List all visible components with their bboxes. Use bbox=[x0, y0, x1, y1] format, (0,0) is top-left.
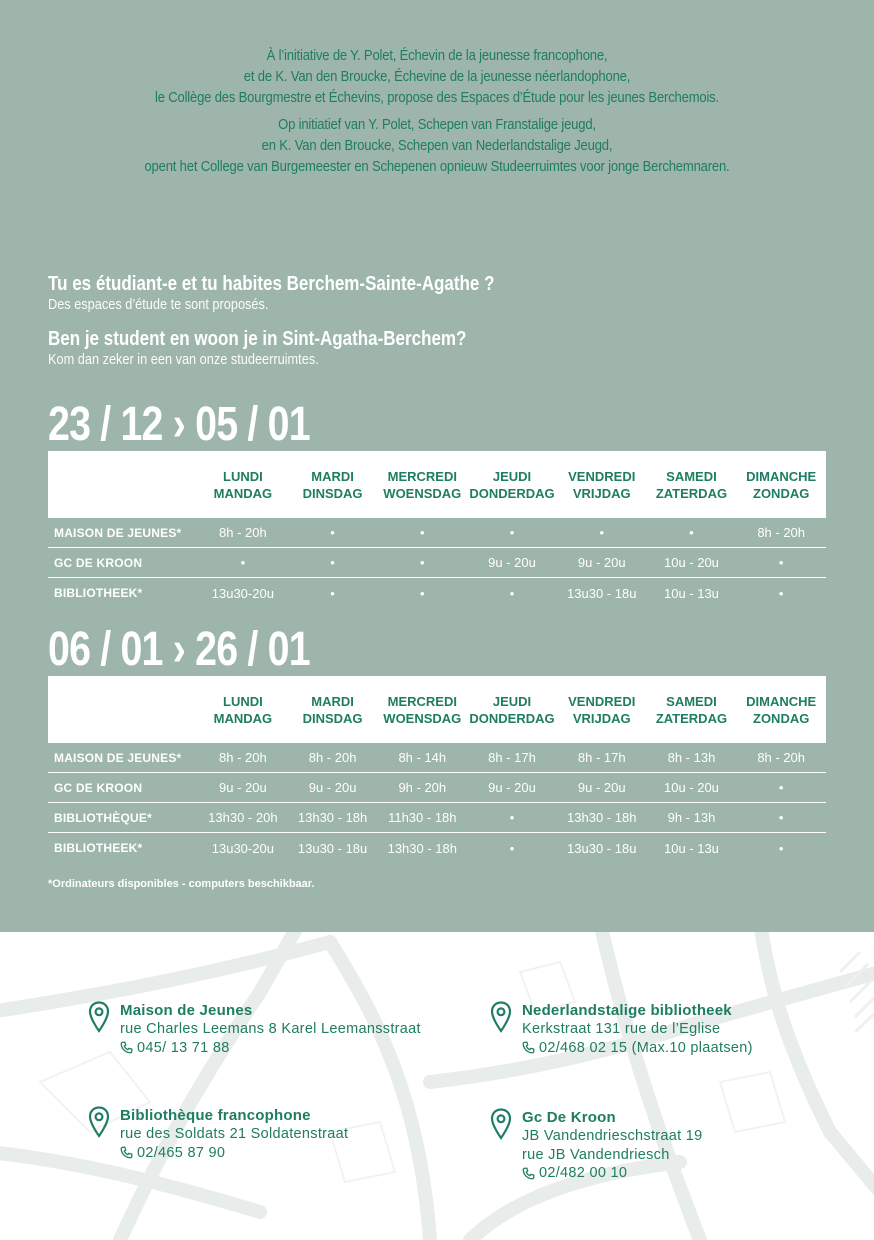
table-cell: 13h30 - 18h bbox=[387, 840, 457, 856]
table-cell: • bbox=[330, 555, 335, 570]
table-row bbox=[48, 578, 826, 608]
table-cell: 9u - 20u bbox=[488, 555, 536, 570]
day-header: MERCREDI WOENSDAG bbox=[383, 693, 462, 726]
phone-number: 045/ 13 71 88 bbox=[137, 1039, 230, 1056]
table-cell: • bbox=[509, 810, 515, 825]
contact-phone bbox=[120, 1144, 348, 1163]
table-cell: 8h - 20h bbox=[219, 525, 267, 540]
row-label: GC DE KROON bbox=[54, 780, 143, 795]
table-cell: • bbox=[509, 840, 515, 856]
intro-fr-line: le Collège des Bourgmestre et Échevins, propose des Espaces d’Étude pour les jeunes Berchemois. bbox=[155, 90, 719, 106]
table-cell: 8h - 20h bbox=[757, 525, 806, 540]
day-header: JEUDI DONDERDAG bbox=[469, 468, 555, 501]
phone-number: 02/465 87 90 bbox=[137, 1144, 226, 1161]
table-cell: 8h - 13h bbox=[667, 750, 716, 765]
contact-phone bbox=[522, 1164, 703, 1183]
map-pin-icon bbox=[88, 1106, 110, 1138]
contact-address: JB Vandendrieschstraat 19 bbox=[522, 1128, 703, 1144]
contact-name: Bibliothèque francophone bbox=[120, 1107, 311, 1124]
table-row bbox=[48, 743, 826, 773]
day-header: DIMANCHE ZONDAG bbox=[746, 693, 817, 726]
phone-icon bbox=[120, 1041, 133, 1054]
question-nl-title: Ben je student en woon je in Sint-Agatha-Berchem? bbox=[48, 328, 467, 350]
row-label: MAISON DE JEUNES* bbox=[54, 750, 182, 765]
table-cell: 9h - 20h bbox=[398, 780, 447, 795]
table-cell: 13h30 - 18h bbox=[297, 810, 368, 825]
row-label: BIBLIOTHÈQUE* bbox=[54, 810, 152, 825]
table-cell: 13h30 - 20h bbox=[208, 810, 278, 825]
table-cell: • bbox=[420, 555, 425, 570]
table-cell: 9u - 20u bbox=[219, 780, 267, 795]
table-cell: 8h - 17h bbox=[577, 750, 626, 765]
table-cell: • bbox=[240, 555, 246, 570]
street-map-background bbox=[0, 932, 874, 1240]
table-cell: 9u - 20u bbox=[308, 780, 357, 795]
table-cell: • bbox=[778, 585, 784, 601]
table-cell: • bbox=[689, 525, 694, 540]
table-cell: • bbox=[778, 555, 784, 570]
intro-fr-line: À l’initiative de Y. Polet, Échevin de la jeunesse francophone, bbox=[266, 48, 608, 64]
day-header: DIMANCHE ZONDAG bbox=[746, 468, 817, 501]
table-row bbox=[48, 548, 826, 578]
table-cell: • bbox=[420, 525, 425, 540]
intro-nl-line: en K. Van den Broucke, Schepen van Nederlandstalige Jeugd, bbox=[261, 138, 613, 154]
table-cell: • bbox=[509, 525, 515, 540]
table-cell: 13u30 - 18u bbox=[297, 840, 368, 856]
day-header: SAMEDI ZATERDAG bbox=[655, 693, 728, 726]
table-cell: 9h - 13h bbox=[667, 810, 716, 825]
table-cell: 10u - 20u bbox=[663, 780, 719, 795]
day-header: VENDREDI VRIJDAG bbox=[568, 693, 636, 726]
table-row bbox=[48, 518, 826, 548]
row-label: BIBLIOTHEEK* bbox=[54, 586, 143, 600]
day-header: VENDREDI VRIJDAG bbox=[568, 468, 636, 501]
footnote: *Ordinateurs disponibles - computers beschikbaar. bbox=[48, 878, 315, 890]
contact-address: rue Charles Leemans 8 Karel Leemansstraat bbox=[120, 1021, 421, 1037]
table-cell: 9u - 20u bbox=[577, 780, 626, 795]
table-cell: 9u - 20u bbox=[577, 555, 626, 570]
phone-number: 02/482 00 10 bbox=[539, 1165, 628, 1181]
table-cell: • bbox=[420, 585, 425, 601]
map-pin-icon bbox=[490, 1108, 512, 1140]
table-cell: • bbox=[778, 840, 784, 856]
intro-nl-line: opent het College van Burgemeester en Schepenen opnieuw Studeerruimtes voor jonge Berchemnaren. bbox=[144, 159, 730, 175]
table-cell: • bbox=[599, 525, 605, 540]
contact-phone bbox=[120, 1039, 421, 1058]
period-title: 06 / 01 › 26 / 01 bbox=[48, 623, 310, 676]
intro-text bbox=[44, 46, 831, 178]
row-label: MAISON DE JEUNES* bbox=[54, 525, 182, 540]
table-cell: • bbox=[509, 585, 515, 601]
row-label: BIBLIOTHEEK* bbox=[54, 841, 143, 855]
row-label: GC DE KROON bbox=[54, 555, 143, 570]
table-cell: 9u - 20u bbox=[488, 780, 536, 795]
table-cell: 10u - 13u bbox=[663, 840, 719, 856]
table-cell: 8h - 20h bbox=[757, 750, 806, 765]
day-header: MARDI DINSDAG bbox=[302, 693, 363, 726]
intro-nl-line: Op initiatief van Y. Polet, Schepen van Franstalige jeugd, bbox=[278, 117, 596, 133]
table-cell: 8h - 20h bbox=[219, 750, 267, 765]
contact-name: Gc De Kroon bbox=[522, 1109, 616, 1126]
day-header: LUNDI MANDAG bbox=[213, 468, 273, 501]
contact-address: rue des Soldats 21 Soldatenstraat bbox=[120, 1126, 349, 1142]
table-cell: 13u30 - 18u bbox=[567, 585, 637, 601]
day-header: SAMEDI ZATERDAG bbox=[655, 468, 728, 501]
table-cell: • bbox=[330, 525, 335, 540]
table-cell: 13u30-20u bbox=[211, 840, 274, 856]
table-cell: • bbox=[778, 810, 784, 825]
question-fr-title: Tu es étudiant-e et tu habites Berchem-Sainte-Agathe ? bbox=[48, 273, 495, 295]
table-header bbox=[48, 676, 826, 743]
question-nl-answer: Kom dan zeker in een van onze studeerruimtes. bbox=[48, 351, 319, 368]
map-pin-icon bbox=[88, 1001, 110, 1033]
day-header: MERCREDI WOENSDAG bbox=[383, 468, 462, 501]
table-cell: 10u - 20u bbox=[663, 555, 719, 570]
table-cell: 11h30 - 18h bbox=[388, 810, 457, 825]
table-cell: • bbox=[778, 780, 784, 795]
phone-icon bbox=[522, 1167, 535, 1180]
day-header: JEUDI DONDERDAG bbox=[469, 693, 555, 726]
question-fr-answer: Des espaces d’étude te sont proposés. bbox=[48, 296, 269, 313]
table-cell: 13u30-20u bbox=[211, 585, 274, 601]
table-cell: 8h - 14h bbox=[398, 750, 447, 765]
table-row bbox=[48, 773, 826, 803]
table-cell: 8h - 20h bbox=[308, 750, 357, 765]
map-pin-icon bbox=[490, 1001, 512, 1033]
schedule-table bbox=[48, 676, 826, 863]
phone-icon bbox=[522, 1041, 535, 1054]
phone-icon bbox=[120, 1146, 133, 1159]
contact-address: rue JB Vandendriesch bbox=[522, 1146, 670, 1163]
table-cell: • bbox=[330, 585, 335, 601]
table-row bbox=[48, 803, 826, 833]
table-cell: 13h30 - 18h bbox=[567, 810, 637, 825]
day-header: MARDI DINSDAG bbox=[302, 468, 363, 501]
table-header bbox=[48, 451, 826, 518]
question-nl bbox=[48, 327, 540, 369]
contact-name: Nederlandstalige bibliotheek bbox=[522, 1002, 732, 1019]
intro-fr-line: et de K. Van den Broucke, Échevine de la jeunesse néerlandophone, bbox=[243, 69, 631, 85]
contact-phone bbox=[522, 1039, 753, 1058]
table-cell: 8h - 17h bbox=[488, 750, 536, 765]
phone-number: 02/468 02 15 (Max.10 plaatsen) bbox=[539, 1039, 753, 1056]
contact-name: Maison de Jeunes bbox=[120, 1002, 253, 1019]
question-fr bbox=[48, 272, 573, 314]
day-header: LUNDI MANDAG bbox=[213, 693, 273, 726]
table-body bbox=[48, 518, 826, 608]
table-cell: 13u30 - 18u bbox=[567, 840, 637, 856]
table-body bbox=[48, 743, 826, 863]
contact-address: Kerkstraat 131 rue de l’Eglise bbox=[522, 1021, 721, 1037]
table-row bbox=[48, 833, 826, 863]
table-cell: 10u - 13u bbox=[663, 585, 719, 601]
period-title: 23 / 12 › 05 / 01 bbox=[48, 398, 310, 451]
schedule-table bbox=[48, 451, 826, 608]
